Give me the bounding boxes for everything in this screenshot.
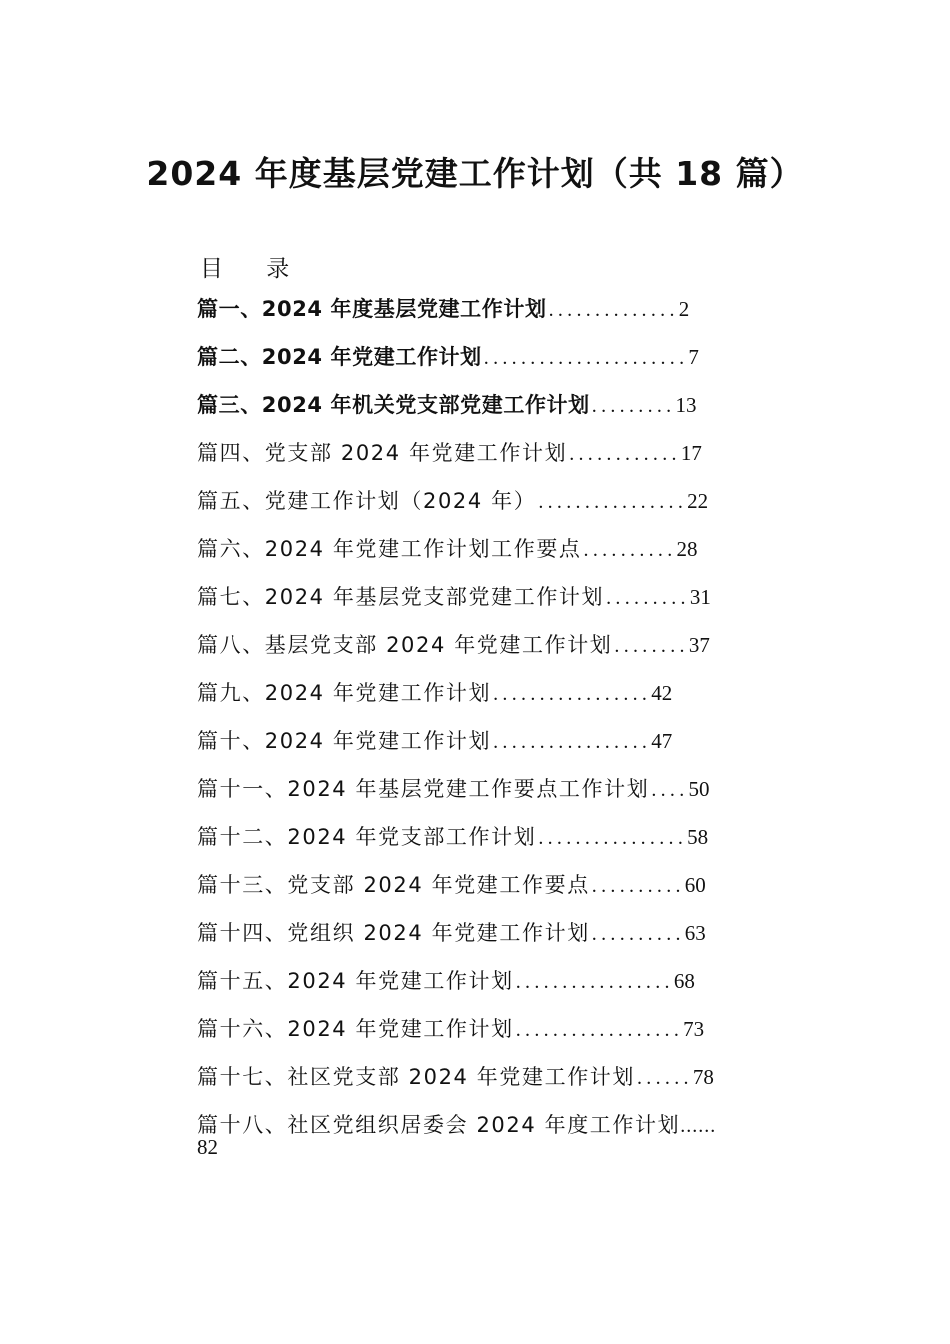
toc-page-number: 73 xyxy=(683,1017,705,1041)
toc-entry-label: 篇十六、2024 年党建工作计划 xyxy=(197,1017,514,1041)
toc-entry-7[interactable] xyxy=(197,581,711,621)
toc-entry-label: 篇一、2024 年度基层党建工作计划 xyxy=(197,297,547,321)
toc-page-number: 2 xyxy=(678,297,690,321)
toc-entry-label: 篇二、2024 年党建工作计划 xyxy=(197,345,482,369)
toc-entry-10[interactable] xyxy=(197,725,672,765)
toc-page-number: 82 xyxy=(197,1135,218,1159)
toc-entry-label: 篇十、2024 年党建工作计划 xyxy=(197,729,492,753)
toc-leader-dots: .... xyxy=(651,779,689,801)
toc-entry-label: 篇十八、社区党组织居委会 2024 年度工作计划 xyxy=(197,1113,681,1137)
toc-entry-4[interactable] xyxy=(197,437,702,477)
toc-leader-dots: .................. xyxy=(515,1019,684,1041)
toc-page-number: 22 xyxy=(687,489,709,513)
toc-leader-dots: .......... xyxy=(591,875,685,897)
toc-entry-1[interactable] xyxy=(197,293,689,333)
toc-page-number: 7 xyxy=(688,345,699,369)
toc-page-number: 47 xyxy=(651,729,673,753)
toc-entry-label: 篇五、党建工作计划（2024 年） xyxy=(197,489,537,513)
toc-leader-dots: ................. xyxy=(493,731,652,753)
toc-entry-9[interactable] xyxy=(197,677,672,717)
toc-leader-dots: ................ xyxy=(538,491,688,513)
toc-heading: 目 录 xyxy=(200,256,308,282)
toc-entry-label: 篇十三、党支部 2024 年党建工作要点 xyxy=(197,873,590,897)
toc-entry-16[interactable] xyxy=(197,1013,704,1053)
toc-page-number: 78 xyxy=(692,1065,714,1089)
toc-entry-12[interactable] xyxy=(197,821,708,861)
toc-leader-dots: ......... xyxy=(591,395,676,417)
toc-entry-label: 篇四、党支部 2024 年党建工作计划 xyxy=(197,441,568,465)
toc-leader-dots: .......... xyxy=(583,539,677,561)
toc-leader-dots: .......... xyxy=(591,923,685,945)
toc-page-number: 17 xyxy=(680,441,702,465)
toc-entry-label: 篇十五、2024 年党建工作计划 xyxy=(197,969,514,993)
toc-leader-dots: ......... xyxy=(606,587,690,609)
toc-leader-dots: ...... xyxy=(680,1115,717,1137)
toc-entry-13[interactable] xyxy=(197,869,706,909)
toc-entry-14[interactable] xyxy=(197,917,706,957)
toc-page-number: 42 xyxy=(651,681,673,705)
toc-entry-17[interactable] xyxy=(197,1061,714,1101)
toc-entry-8[interactable] xyxy=(197,629,710,669)
toc-leader-dots: ...... xyxy=(637,1067,693,1089)
toc-page-number: 60 xyxy=(684,873,706,897)
toc-page-number: 58 xyxy=(687,825,709,849)
toc-page-number: 37 xyxy=(688,633,710,657)
toc-entry-6[interactable] xyxy=(197,533,698,573)
toc-entry-2[interactable] xyxy=(197,341,699,381)
document-title: 2024 年度基层党建工作计划（共 18 篇） xyxy=(146,154,804,193)
toc-entry-label: 篇十一、2024 年基层党建工作要点工作计划 xyxy=(197,777,650,801)
toc-page-number: 68 xyxy=(673,969,695,993)
toc-entry-label: 篇三、2024 年机关党支部党建工作计划 xyxy=(197,393,590,417)
toc-page-number: 13 xyxy=(675,393,697,417)
toc-entry-label: 篇六、2024 年党建工作计划工作要点 xyxy=(197,537,582,561)
toc-entry-3[interactable] xyxy=(197,389,696,429)
toc-entry-label: 篇十二、2024 年党支部工作计划 xyxy=(197,825,537,849)
toc-leader-dots: .............. xyxy=(548,299,679,321)
toc-leader-dots: ................. xyxy=(493,683,652,705)
toc-entry-label: 篇七、2024 年基层党支部党建工作计划 xyxy=(197,585,605,609)
toc-leader-dots: ................. xyxy=(515,971,674,993)
toc-leader-dots: ........ xyxy=(614,635,689,657)
toc-page-number: 63 xyxy=(684,921,706,945)
toc-leader-dots: ...................... xyxy=(483,347,689,369)
toc-page-number: 50 xyxy=(688,777,710,801)
toc-entry-label: 篇八、基层党支部 2024 年党建工作计划 xyxy=(197,633,613,657)
toc-entry-label: 篇十四、党组织 2024 年党建工作计划 xyxy=(197,921,590,945)
toc-entry-label: 篇九、2024 年党建工作计划 xyxy=(197,681,492,705)
toc-leader-dots: ................ xyxy=(538,827,688,849)
toc-entry-label: 篇十七、社区党支部 2024 年党建工作计划 xyxy=(197,1065,635,1089)
toc-entry-15[interactable] xyxy=(197,965,695,1005)
toc-entry-5[interactable] xyxy=(197,485,708,525)
toc-entry-11[interactable] xyxy=(197,773,710,813)
toc-leader-dots: ............ xyxy=(569,443,681,465)
toc-page-number: 31 xyxy=(689,585,711,609)
toc-entry-18[interactable] xyxy=(197,1109,797,1160)
toc-page-number: 28 xyxy=(676,537,698,561)
